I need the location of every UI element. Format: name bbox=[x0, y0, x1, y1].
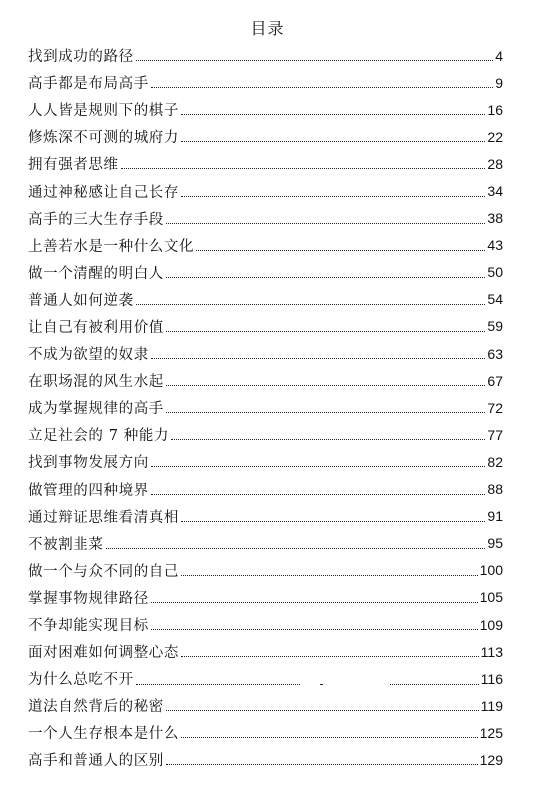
toc-entry-title: 为什么总吃不开 bbox=[28, 672, 134, 689]
dot-leader bbox=[136, 304, 486, 305]
toc-entry-page-number: 100 bbox=[479, 562, 503, 579]
toc-entry-page-number: 82 bbox=[487, 453, 503, 470]
toc-entry-page-number: 34 bbox=[487, 183, 503, 200]
toc-entry-title: 让自己有被利用价值 bbox=[28, 319, 164, 336]
toc-entry-title: 高手和普通人的区别 bbox=[28, 753, 164, 770]
dot-leader bbox=[151, 494, 486, 495]
toc-entry-page-number: 16 bbox=[487, 101, 503, 118]
toc-entry bbox=[28, 367, 503, 394]
dot-leader bbox=[166, 331, 486, 332]
toc-entry-page-number: 88 bbox=[487, 481, 503, 498]
dot-leader bbox=[151, 87, 493, 88]
toc-entry-title: 高手的三大生存手段 bbox=[28, 211, 164, 228]
toc-entry bbox=[28, 394, 503, 421]
dot-leader bbox=[166, 710, 479, 711]
dot-leader-segment bbox=[136, 684, 301, 685]
toc-entry-title: 找到事物发展方向 bbox=[28, 455, 149, 472]
dot-leader bbox=[166, 223, 486, 224]
dot-leader bbox=[151, 358, 486, 359]
toc-entry bbox=[28, 692, 503, 719]
dot-leader-segment bbox=[390, 684, 479, 685]
toc-entry-page-number: 38 bbox=[487, 210, 503, 227]
toc-entry-page-number: 109 bbox=[479, 616, 503, 633]
toc-entry-title: 高手都是布局高手 bbox=[28, 76, 149, 93]
toc-entry-title: 做管理的四种境界 bbox=[28, 482, 149, 499]
table-of-contents bbox=[28, 42, 503, 774]
toc-entry-page-number: 63 bbox=[487, 345, 503, 362]
toc-entry bbox=[28, 611, 503, 638]
dot-leader bbox=[181, 141, 485, 142]
toc-entry-page-number: 116 bbox=[480, 670, 503, 687]
toc-entry-page-number: 67 bbox=[487, 372, 503, 389]
toc-entry bbox=[28, 313, 503, 340]
toc-entry-title: 一个人生存根本是什么 bbox=[28, 726, 179, 743]
toc-entry-page-number: 91 bbox=[487, 508, 503, 525]
dot-leader bbox=[106, 548, 486, 549]
dot-leader bbox=[166, 385, 486, 386]
toc-entry-title: 找到成功的路径 bbox=[28, 49, 134, 66]
dot-leader bbox=[171, 439, 485, 440]
toc-entry bbox=[28, 557, 503, 584]
toc-entry-page-number: 113 bbox=[480, 643, 503, 660]
toc-entry-page-number: 28 bbox=[487, 155, 503, 172]
dot-leader bbox=[121, 168, 486, 169]
toc-entry bbox=[28, 530, 503, 557]
toc-entry bbox=[28, 448, 503, 475]
toc-entry bbox=[28, 421, 503, 448]
toc-entry bbox=[28, 665, 503, 692]
dot-leader bbox=[181, 196, 485, 197]
toc-entry-page-number: 54 bbox=[487, 291, 503, 308]
dot-leader bbox=[166, 764, 478, 765]
toc-entry-page-number: 59 bbox=[487, 318, 503, 335]
toc-entry-page-number: 95 bbox=[487, 535, 503, 552]
dot-leader bbox=[151, 466, 486, 467]
toc-entry-page-number: 129 bbox=[479, 751, 503, 768]
toc-entry-page-number: 77 bbox=[487, 426, 503, 443]
toc-entry bbox=[28, 69, 503, 96]
toc-entry bbox=[28, 232, 503, 259]
toc-entry-page-number: 9 bbox=[495, 74, 503, 91]
toc-entry-title: 做一个清醒的明白人 bbox=[28, 265, 164, 282]
dot-leader bbox=[151, 602, 478, 603]
dot-leader bbox=[151, 629, 478, 630]
dot-leader bbox=[166, 412, 486, 413]
toc-entry-page-number: 50 bbox=[487, 264, 503, 281]
dot-leader bbox=[181, 737, 478, 738]
dot-leader-segment bbox=[320, 684, 322, 685]
toc-entry-page-number: 119 bbox=[480, 697, 503, 714]
toc-entry-page-number: 125 bbox=[479, 724, 503, 741]
toc-entry bbox=[28, 719, 503, 746]
toc-entry bbox=[28, 340, 503, 367]
toc-entry bbox=[28, 503, 503, 530]
toc-entry-title: 不被割韭菜 bbox=[28, 536, 104, 553]
toc-entry-title: 通过辩证思维看清真相 bbox=[28, 509, 179, 526]
dot-leader bbox=[181, 656, 479, 657]
toc-entry-page-number: 105 bbox=[479, 589, 503, 606]
toc-entry bbox=[28, 286, 503, 313]
toc-entry bbox=[28, 746, 503, 773]
toc-entry bbox=[28, 205, 503, 232]
dot-leader bbox=[181, 114, 485, 115]
toc-entry bbox=[28, 177, 503, 204]
toc-entry bbox=[28, 150, 503, 177]
toc-entry-title: 立足社会的 7 种能力 bbox=[28, 428, 170, 445]
dot-leader bbox=[136, 60, 494, 61]
toc-entry-title: 成为掌握规律的高手 bbox=[28, 401, 164, 418]
toc-entry-title: 修炼深不可测的城府力 bbox=[28, 130, 179, 147]
toc-entry-title: 普通人如何逆袭 bbox=[28, 292, 134, 309]
toc-entry bbox=[28, 476, 503, 503]
toc-entry bbox=[28, 259, 503, 286]
dot-leader bbox=[196, 250, 485, 251]
toc-entry-title: 不成为欲望的奴隶 bbox=[28, 347, 149, 364]
toc-entry-page-number: 4 bbox=[495, 47, 503, 64]
toc-entry bbox=[28, 638, 503, 665]
toc-entry-title: 通过神秘感让自己长存 bbox=[28, 184, 179, 201]
toc-entry-page-number: 43 bbox=[487, 237, 503, 254]
toc-entry-title: 面对困难如何调整心态 bbox=[28, 645, 179, 662]
toc-entry bbox=[28, 96, 503, 123]
toc-entry-title: 在职场混的风生水起 bbox=[28, 374, 164, 391]
toc-entry-title: 上善若水是一种什么文化 bbox=[28, 238, 195, 255]
page-title: 目录 bbox=[250, 19, 285, 38]
toc-entry-title: 不争却能实现目标 bbox=[28, 618, 149, 635]
toc-entry-title: 掌握事物规律路径 bbox=[28, 590, 149, 607]
toc-entry-title: 拥有强者思维 bbox=[28, 157, 119, 174]
toc-entry bbox=[28, 584, 503, 611]
dot-leader bbox=[181, 521, 485, 522]
toc-entry bbox=[28, 123, 503, 150]
dot-leader bbox=[166, 277, 486, 278]
toc-entry bbox=[28, 42, 503, 69]
toc-entry-page-number: 72 bbox=[487, 399, 503, 416]
toc-entry-page-number: 22 bbox=[487, 128, 503, 145]
toc-entry-title: 做一个与众不同的自己 bbox=[28, 563, 179, 580]
toc-entry-title: 人人皆是规则下的棋子 bbox=[28, 103, 179, 120]
dot-leader bbox=[181, 575, 478, 576]
toc-entry-title: 道法自然背后的秘密 bbox=[28, 699, 164, 716]
